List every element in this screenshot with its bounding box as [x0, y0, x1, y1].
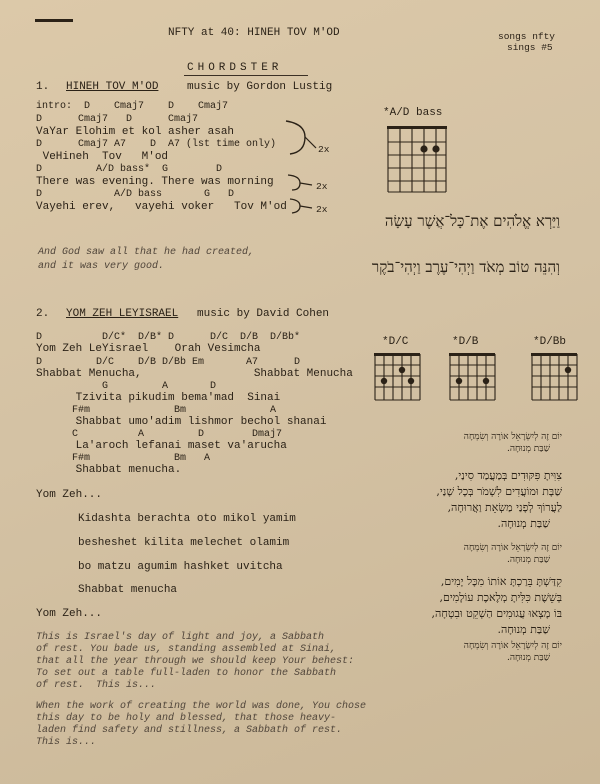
song2-line: C A D Dmaj7 [36, 429, 283, 440]
song2-hebrew-line: בּוֹ מָצְאוּ עֲגוּמִים הַשְׁקֵט וּבִטְחָה, [431, 607, 562, 620]
song1-translation-line2: and it was very good. [38, 261, 165, 272]
repeat-mark: 2x [318, 144, 330, 155]
song2-hebrew-line: שַׁבַּת מְנוּחָה. [497, 623, 550, 636]
song1-line: D Cmaj7 A7 D A7 (lst time only) [36, 139, 277, 150]
song2-number: 2. [36, 308, 50, 320]
song2-verse2-line: Shabbat menucha [78, 584, 178, 596]
chord-diagram-d-bb [530, 350, 580, 402]
song2-line: Shabbat menucha. [36, 464, 182, 476]
song2-translation-line: laden find safety and stillness, a Sabbath of rest. [36, 725, 343, 736]
song2-title: YOM ZEH LEYISRAEL [66, 308, 179, 320]
song2-hebrew-line: לַעֲרוֹךְ לְפָנַי מַשְׂאֵת וַאֲרוּחָה, [447, 501, 562, 514]
song1-line: There was evening. There was morning [36, 176, 274, 188]
song1-line: Vayehi erev, vayehi voker Tov M'od [36, 201, 287, 213]
song2-line: F#m Bm A [36, 453, 211, 464]
chord-diagram-d-c [373, 350, 423, 402]
song2-hebrew-line: שַׁבַּת מְנוּחָה. [507, 555, 550, 565]
song2-hebrew-line: יוֹם זֶה לְיִשְׂרָאֵל אוֹרָה וְשִׂמְחָה [463, 543, 562, 553]
song2-translation-line: that all the year through we should keep Your behest: [36, 656, 355, 667]
song2-hebrew-line: צִוִּיתָ פִּקּוּדִים בְּמַעֲמַד סִינַי, [454, 469, 562, 482]
song1-line: D A/D bass G D [36, 189, 235, 200]
song2-translation-line: of rest. This is... [36, 680, 157, 691]
song2-hebrew-line: שַׁבַּת מְנוּחָה. [497, 517, 550, 530]
song1-number: 1. [36, 81, 50, 93]
song2-verse2-line: Yom Zeh... [36, 608, 103, 620]
song2-hebrew-line: שַׁבַּת מְנוּחָה. [507, 653, 550, 663]
song1-line: D A/D bass* G D [36, 164, 223, 175]
song1-line: intro: D Cmaj7 D Cmaj7 [36, 101, 229, 112]
song2-line: Yom Zeh LeYisrael Orah Vesimcha [36, 343, 261, 355]
song2-line: D D/C* D/B* D D/C D/B D/Bb* [36, 332, 301, 343]
page-title: NFTY at 40: HINEH TOV M'OD [168, 27, 340, 39]
repeat-mark: 2x [316, 181, 328, 192]
song2-credit: music by David Cohen [197, 308, 330, 320]
song2-hebrew-line: יוֹם זֶה לְיִשְׂרָאֵל אוֹרָה וְשִׂמְחָה [463, 432, 562, 442]
song2-line: Shabbat umo'adim lishmor bechol shanai [36, 416, 327, 428]
chord-label-d-b: *D/B [452, 336, 479, 348]
song1-hebrew-line1: וַיַּרְא אֱלֹהִים אֶת־כָּל־אֲשֶׁר עָשָׂה [384, 212, 560, 230]
song1-hebrew-line2: וְהִנֵּה טוֹב מְאֹד וַיְהִי־עֶרֶב וַיְהִי־בֹקֶר [371, 258, 560, 276]
series-number: sings #5 [507, 42, 553, 53]
song1-line: VeHineh Tov M'od [36, 151, 169, 163]
chord-diagram-d-b [448, 350, 498, 402]
song2-verse2-line: besheshet kilita melechet olamim [78, 537, 290, 549]
song2-line: La'aroch lefanai maset va'arucha [36, 440, 287, 452]
song1-translation-line1: And God saw all that he had created, [38, 247, 255, 258]
song2-line: D D/C D/B D/Bb Em A7 D [36, 357, 301, 368]
song2-hebrew-line: שַׁבַּת מְנוּחָה. [507, 444, 550, 454]
song2-translation-line: When the work of creating the world was done, You chose [36, 701, 367, 712]
song2-hebrew-line: שַׁבָּת וּמוֹעֲדִים לִשְׁמֹר בְּכָל שָׁנַי, [436, 485, 562, 498]
song2-line: F#m Bm A [36, 405, 277, 416]
chord-diagram-a-d-bass [386, 121, 456, 196]
song2-hebrew-line: בְּשֵׁשֶׁת כִּלִּיתָ מְלֶאכֶת עוֹלָמִים, [439, 591, 562, 604]
song1-title: HINEH TOV M'OD [66, 81, 159, 93]
song2-verse2-line: Yom Zeh... [36, 489, 103, 501]
song2-translation-line: of rest. You bade us, standing assembled at Sinai, [36, 644, 337, 655]
song2-verse2-line: Kidashta berachta oto mikol yamim [78, 513, 296, 525]
chord-label-d-bb: *D/Bb [533, 336, 567, 348]
song2-translation-line: this day to be holy and blessed, that those heavy- [36, 713, 337, 724]
song2-hebrew-line: קִדַּשְׁתָּ בֵּרַכְתָּ אוֹתוֹ מִכָּל יָמִים, [440, 575, 562, 588]
chord-label-a-d-bass: *A/D bass [383, 107, 443, 119]
song2-hebrew-line: יוֹם זֶה לְיִשְׂרָאֵל אוֹרָה וְשִׂמְחָה [463, 641, 562, 651]
chord-label-d-c: *D/C [382, 336, 409, 348]
song2-translation-line: This is... [36, 737, 97, 748]
song1-line: VaYar Elohim et kol asher asah [36, 126, 235, 138]
subtitle: CHORDSTER [187, 62, 283, 74]
song2-translation-line: This is Israel's day of light and joy, a Sabbath [36, 632, 325, 643]
series-label: songs nfty [498, 31, 556, 42]
song2-verse2-line: bo matzu agumim hashket uvitcha [78, 561, 283, 573]
repeat-mark: 2x [316, 204, 328, 215]
song2-line: G A D [36, 381, 217, 392]
song2-line: Shabbat Menucha, Shabbat Menucha [36, 368, 353, 380]
song1-line: D Cmaj7 D Cmaj7 [36, 114, 199, 125]
song2-line: Tzivita pikudim bema'mad Sinai [36, 392, 281, 404]
song1-credit: music by Gordon Lustig [187, 81, 333, 93]
song2-translation-line: To set out a table full-laden to honor the Sabbath [36, 668, 337, 679]
